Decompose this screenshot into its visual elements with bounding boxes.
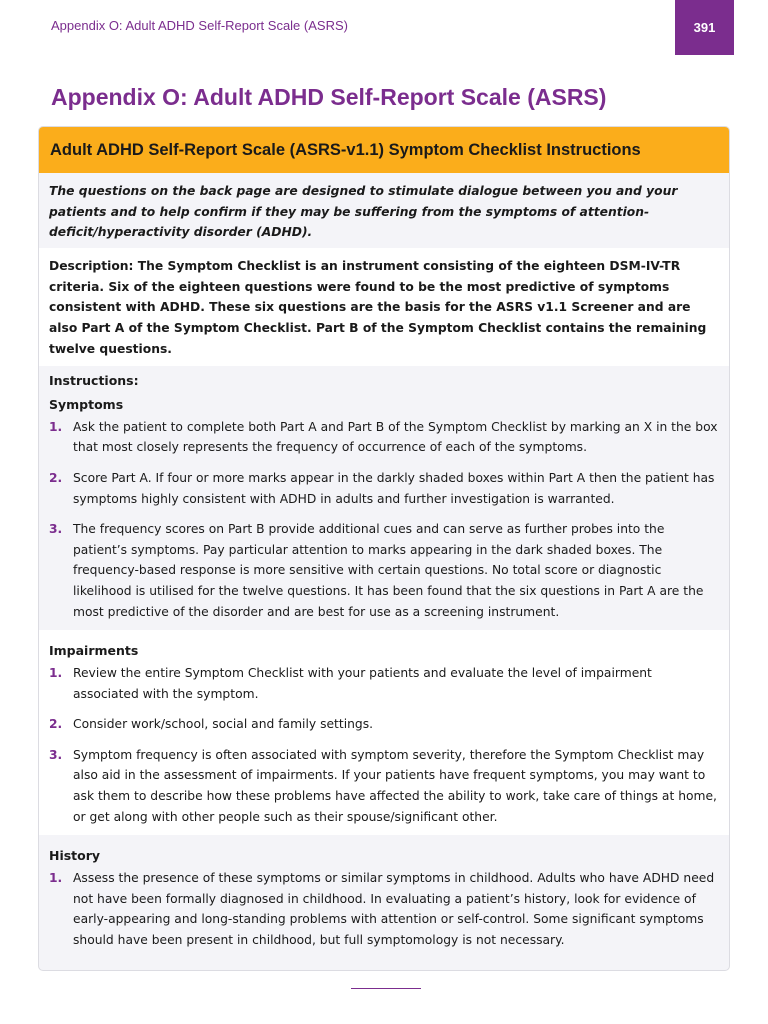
page-title: Appendix O: Adult ADHD Self-Report Scale (ASRS): [51, 84, 607, 110]
list-text: The frequency scores on Part B provide additional cues and can serve as further probes into the patient’s symptoms. Pay particular attention to marks appearing in the dark shaded boxes. The frequency-based response is more sensitive with certain questions. No total score or diagnostic likelihood is utilised for the twelve questions. It has been found that the six questions in Part A are the most predictive of the disorder and are best for use as a screening instrument.: [73, 522, 704, 619]
list-text: Ask the patient to complete both Part A and Part B of the Symptom Checklist by marking an X in the box that most closely represents the frequency of occurrence of each of the symptoms.: [73, 419, 718, 455]
footer-rule: [351, 988, 421, 989]
symptoms-list: [49, 417, 719, 622]
list-item: [49, 714, 719, 735]
list-number: 1.: [49, 419, 63, 434]
impairments-label: Impairments: [49, 643, 139, 659]
list-item: [49, 468, 719, 509]
impairments-list: [49, 663, 719, 827]
description-paragraph: Description: The Symptom Checklist is an instrument consisting of the eighteen DSM-IV-TR criteria. Six of the eighteen questions were found to be the most predictive of symptoms consistent with ADHD. These six questions are the basis for the ASRS v1.1 Screener and are also Part A of the Symptom Checklist. Part B of the Symptom Checklist contains the remaining twelve questions.: [39, 248, 729, 366]
list-text: Symptom frequency is often associated with symptom severity, therefore the Symptom Checklist may also aid in the assessment of impairments. If your patients have frequent symptoms, you may want to ask them to describe how these problems have affected the ability to work, take care of things at home, or get along with other people such as their spouse/significant other.: [73, 747, 717, 824]
history-list: [49, 868, 719, 950]
list-item: [49, 519, 719, 622]
symptoms-label: Symptoms: [49, 396, 124, 412]
instructions-panel: [38, 126, 730, 971]
symptoms-section: [39, 366, 729, 630]
list-item: [49, 663, 719, 704]
list-number: 1.: [49, 666, 63, 681]
instructions-label: Instructions:: [49, 372, 139, 388]
intro-paragraph: The questions on the back page are designed to stimulate dialogue between you and your patients and to help confirm if they may be suffering from the symptoms of attention-deficit/hyperactivity disorder (ADHD).: [49, 184, 678, 240]
history-section: [39, 835, 729, 958]
list-number: 1.: [49, 871, 63, 886]
list-item: [49, 745, 719, 827]
list-number: 2.: [49, 717, 63, 732]
list-text: Review the entire Symptom Checklist with your patients and evaluate the level of impairment associated with the symptom.: [73, 666, 652, 701]
list-text: Score Part A. If four or more marks appear in the darkly shaded boxes within Part A then the patient has symptoms highly consistent with ADHD in adults and further investigation is warranted.: [73, 470, 715, 506]
list-number: 2.: [49, 470, 63, 485]
list-text: Assess the presence of these symptoms or similar symptoms in childhood. Adults who have ADHD need not have been formally diagnosed in childhood. In evaluating a patient’s history, look for evidence of early-appearing and long-standing problems with attention or self-control. Some significant symptoms should have been present in childhood, but full symptomology is not necessary.: [73, 871, 715, 948]
list-text: Consider work/school, social and family settings.: [73, 717, 374, 732]
panel-header: Adult ADHD Self-Report Scale (ASRS-v1.1) Symptom Checklist Instructions: [39, 127, 729, 173]
list-item: [49, 868, 719, 950]
impairments-section: [39, 630, 729, 835]
list-number: 3.: [49, 747, 63, 762]
page-number: 391: [675, 0, 734, 55]
history-label: History: [49, 848, 101, 864]
list-number: 3.: [49, 522, 63, 537]
running-header: Appendix O: Adult ADHD Self-Report Scale (ASRS): [51, 18, 348, 33]
list-item: [49, 417, 719, 458]
